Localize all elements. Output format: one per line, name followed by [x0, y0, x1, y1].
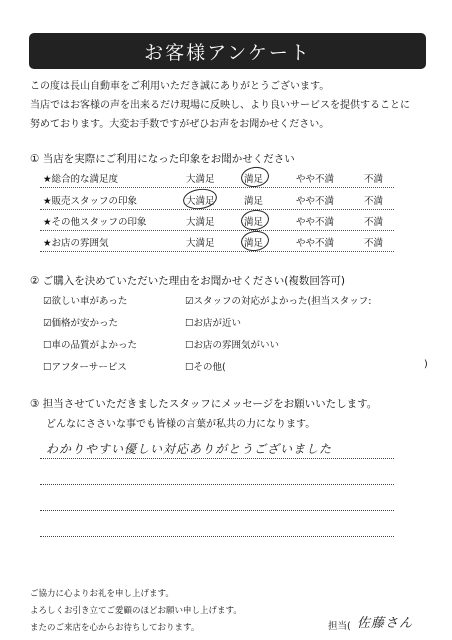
q1-selection-circle — [240, 165, 271, 189]
q1-option-satisfied[interactable]: 満足 — [244, 217, 264, 228]
checkbox-after-service[interactable]: ☐アフターサービス — [43, 362, 127, 373]
q1-selection-circle — [182, 187, 218, 212]
q1-option-satisfied[interactable]: 満足 — [244, 196, 264, 207]
q1-option-satisfied[interactable]: 満足 — [244, 174, 264, 185]
message-line — [40, 536, 394, 537]
q1-option-somewhat-dissatisfied[interactable]: やや不満 — [296, 196, 335, 207]
checkbox-staff-service[interactable]: ☑スタッフの対応がよかった(担当スタッフ: — [185, 296, 372, 307]
q3-title: ③ 担当させていただきましたスタッフにメッセージをお願いいたします。 — [30, 398, 378, 410]
q1-row-label: ★総合的な満足度 — [43, 174, 119, 185]
q1-option-very-satisfied[interactable]: 大満足 — [186, 238, 215, 249]
checkbox-car-quality[interactable]: ☐車の品質がよかった — [43, 340, 138, 351]
q2-title: ② ご購入を決めていただいた理由をお聞かせください(複数回答可) — [30, 275, 345, 287]
q1-option-dissatisfied[interactable]: 不満 — [364, 174, 384, 185]
handwritten-message: わかりやすい優しい対応ありがとうございました — [46, 442, 333, 456]
checkbox-other[interactable]: ☐その他( — [185, 362, 226, 373]
intro-line-2: 当店ではお客様の声を出来るだけ現場に反映し、より良いサービスを提供することに — [30, 100, 410, 111]
checkbox-store-atmosphere[interactable]: ☐お店の雰囲気がいい — [185, 340, 280, 351]
footer-line-3: またのご来店を心からお待ちしております。 — [30, 623, 200, 633]
q1-selection-circle — [240, 208, 271, 232]
q1-row-label: ★その他スタッフの印象 — [43, 217, 147, 228]
divider — [40, 209, 394, 210]
q1-option-very-satisfied[interactable]: 大満足 — [186, 217, 215, 228]
intro-line-1: この度は長山自動車をご利用いただき誠にありがとうございます。 — [30, 81, 330, 92]
q1-option-satisfied[interactable]: 満足 — [244, 238, 264, 249]
divider — [40, 230, 394, 231]
q1-option-dissatisfied[interactable]: 不満 — [364, 196, 384, 207]
q1-row-label: ★お店の雰囲気 — [43, 238, 109, 249]
q1-option-somewhat-dissatisfied[interactable]: やや不満 — [296, 217, 335, 228]
q1-option-dissatisfied[interactable]: 不満 — [364, 238, 384, 249]
footer-line-1: ご協力に心よりお礼を申し上げます。 — [30, 589, 174, 599]
q1-row-label: ★販売スタッフの印象 — [43, 196, 138, 207]
checkbox-good-price[interactable]: ☑価格が安かった — [43, 318, 119, 329]
checkbox-store-nearby[interactable]: ☐お店が近い — [185, 318, 242, 329]
intro-line-3: 努めております。大変お手数ですがぜひお声をお聞かせください。 — [30, 119, 330, 130]
q3-subtitle: どんなにささいな事でも皆様の言葉が私共の力になります。 — [46, 419, 316, 430]
q1-option-very-satisfied[interactable]: 大満足 — [186, 174, 215, 185]
q1-selection-circle — [240, 229, 271, 253]
staff-name-handwritten: 佐藤さん — [357, 616, 414, 631]
message-line — [40, 484, 394, 485]
footer-line-2: よろしくお引き立てご愛顧のほどお願い申し上げます。 — [30, 606, 242, 616]
q1-option-somewhat-dissatisfied[interactable]: やや不満 — [296, 174, 335, 185]
checkbox-wanted-car[interactable]: ☑欲しい車があった — [43, 296, 128, 307]
divider — [40, 251, 394, 252]
other-close-paren: ) — [424, 359, 428, 370]
q1-option-dissatisfied[interactable]: 不満 — [364, 217, 384, 228]
message-line — [40, 458, 394, 459]
q1-option-very-satisfied[interactable]: 大満足 — [186, 196, 215, 207]
staff-label: 担当( — [328, 621, 351, 632]
q1-option-somewhat-dissatisfied[interactable]: やや不満 — [296, 238, 335, 249]
divider — [40, 187, 394, 188]
message-line — [40, 510, 394, 511]
page-title: お客様アンケート — [29, 33, 426, 69]
q1-title: ① 当店を実際にご利用になった印象をお聞かせください — [30, 153, 295, 165]
